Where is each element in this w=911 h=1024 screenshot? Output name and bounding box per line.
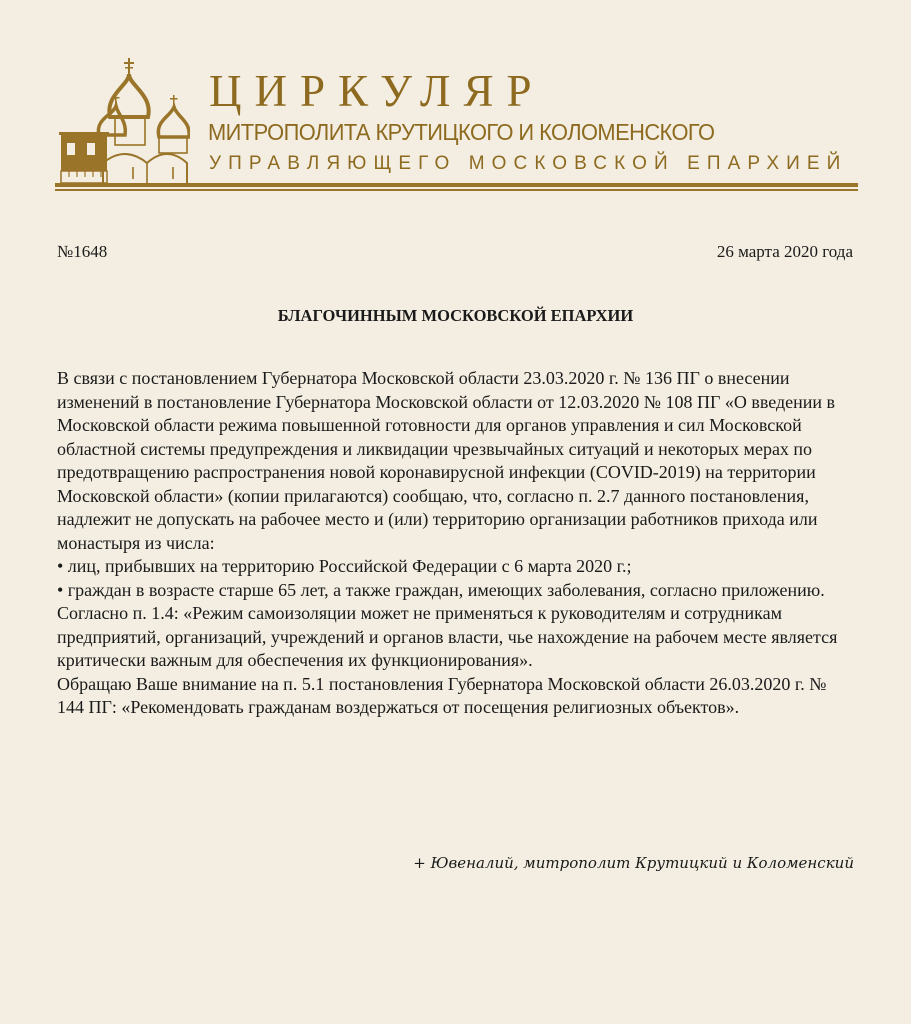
header-rule-thick xyxy=(55,183,858,187)
letterhead xyxy=(55,55,858,195)
issuer-title: МИТРОПОЛИТА КРУТИЦКОГО И КОЛОМЕНСКОГО xyxy=(208,119,715,145)
addressee-heading: БЛАГОЧИННЫМ МОСКОВСКОЙ ЕПАРХИИ xyxy=(277,306,634,325)
document-number: №1648 xyxy=(57,242,108,261)
body-paragraph: Обращаю Ваше внимание на п. 5.1 постановления Губернатора Московской области 26.03.2020 г. № 144 ПГ: «Рекомендовать гражданам воздержаться от посещения религиозных объектов». xyxy=(57,673,827,717)
body-paragraph: В связи с постановлением Губернатора Московской области 23.03.2020 г. № 136 ПГ о внесении изменений в постановление Губернатора Московской области от 12.03.2020 № 108 ПГ «О введении в Московской области режима повышенной готовности для органов управления и сил Московской областной системы предупреждения и ликвидации чрезвычайных ситуаций и некоторых мерах по предотвращению распространения новой коронавирусной инфекции (COVID-2019) на территории Московской области» (копии прилагаются) сообщаю, что, согласно п. 2.7 данного постановления, надлежит не допускать на рабочее место и (или) территорию организации работников прихода или монастыря из числа: xyxy=(57,368,836,553)
issuer-subtitle: УПРАВЛЯЮЩЕГО МОСКОВСКОЙ ЕПАРХИЕЙ xyxy=(209,153,848,174)
signature: + Ювеналий, митрополит Крутицкий и Коломенский xyxy=(413,854,854,872)
bullet-item: • лиц, прибывших на территорию Российской Федерации с 6 марта 2020 г.; xyxy=(57,556,632,576)
bullet-item: • граждан в возрасте старше 65 лет, а также граждан, имеющих заболевания, согласно приложению. xyxy=(57,579,825,600)
body-paragraph: Согласно п. 1.4: «Режим самоизоляции может не применяться к руководителям и сотрудникам предприятий, организаций, учреждений и органов власти, чье нахождение на рабочем месте является критически важным для обеспечения их функционирования». xyxy=(57,603,838,670)
document-type-title: ЦИРКУЛЯР xyxy=(209,66,545,116)
document-date: 26 марта 2020 года xyxy=(716,242,853,261)
church-domes-icon xyxy=(55,55,190,187)
header-rule-thin xyxy=(55,189,858,191)
document-body xyxy=(57,367,857,720)
